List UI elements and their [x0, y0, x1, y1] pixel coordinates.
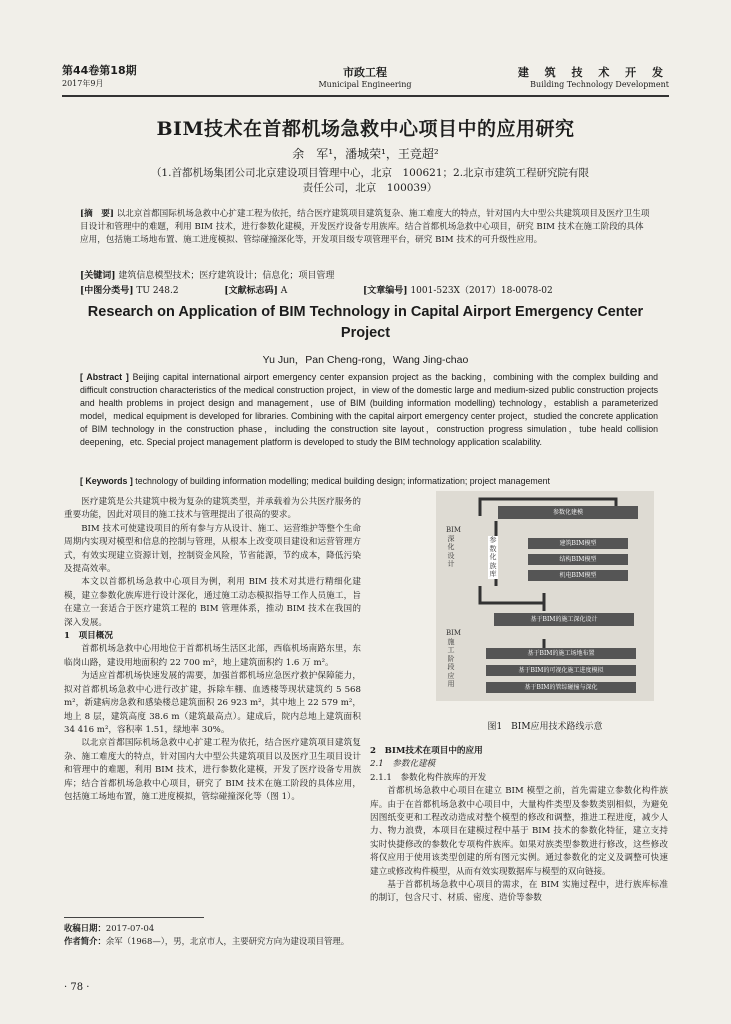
- paragraph: BIM 技术可使建设项目的所有参与方从设计、施工、运营维护等整个生命周期内实现对模型和信息的控制与管理，从根本上改变项目建设和运营管理方式，有效实现建立资源计划，控制资金风险，节省能源，节约成本，降低污染及提高效率。: [64, 523, 361, 575]
- keywords-cn-label: [关键词]: [80, 271, 116, 281]
- keywords-en: [80, 476, 658, 486]
- header-rule: [62, 95, 669, 97]
- box-struct-model: 结构BIM模型: [528, 554, 628, 565]
- footnote: [64, 922, 361, 948]
- doc-code-label: [文献标志码]: [224, 286, 278, 296]
- header-journal: [280, 64, 450, 89]
- paragraph: 为适应首都机场快速发展的需要，加强首都机场应急医疗救护保障能力，拟对首都机场急救中心进行改扩建，拆除车棚、血透楼等现状建筑约 5 568 m²，新建病房急救和感染楼总建筑面积 26 923 m²，其中地上 22 579 m²，地上 8 层，建筑高度 38.6 m（建筑最高点）。建成后，院内总地上建筑面积 34 416 m²，容积率 1.51，绿地率 30%。: [64, 671, 361, 735]
- subsubsection-heading: 2.1.1 参数化构件族库的开发: [370, 772, 487, 783]
- subsection-heading: 2.1 参数化建模: [370, 759, 436, 770]
- section-heading: 2 BIM技术在项目中的应用: [370, 746, 483, 756]
- paper-title: BIM技术在首都机场急救中心项目中的应用研究: [156, 118, 575, 140]
- abstract-en-label: [ Abstract ]: [80, 372, 129, 382]
- author-bio: [64, 935, 361, 948]
- param-lib-label: 参数化族库: [489, 536, 497, 578]
- paragraph: 首都机场急救中心项目在建立 BIM 模型之前，首先需建立参数化构件族库。由于在首都机场急救中心项目中，大量构件类型及参数类别相似，为避免因图纸变更和工程改动造成对整个模型的修改和调整，推进工程进度，减少人力、物力浪费，本项目在建模过程中基于 BIM 技术的参数化特征，建立支持实时快捷修改的参数化专项构件族库。如果对族类型参数进行修改，这些修改将仅应用于使用该类型创建的所有图元实例。通过参数化的定义及调整可快速建立或修改构件模型，从而有效实现数据库与模型的双向链接。: [370, 786, 668, 877]
- received-label: 收稿日期：: [64, 923, 106, 933]
- figure-caption: 图1 BIM应用技术路线示意: [487, 722, 603, 732]
- author-list: 余 军¹，潘城荣¹，王竞超²: [292, 147, 439, 161]
- issue-date: 2017年9月: [62, 79, 104, 88]
- abstract-en: [80, 371, 658, 450]
- paragraph: 医疗建筑是公共建筑中极为复杂的建筑类型，并承载着为公共医疗服务的重要功能，因此对项目的施工技术与管理提出了很高的要求。: [64, 497, 361, 521]
- classification-label: [中图分类号]: [80, 286, 134, 296]
- author-bio-label: 作者简介：: [64, 936, 106, 946]
- affiliation: （1.首都机场集团公司北京建设项目管理中心，北京 100621；2.北京市建筑工程研究院有限责任公司，北京 100039）: [150, 167, 590, 194]
- paragraph: 首都机场急救中心用地位于首都机场生活区北部，西临机场南路东里，东临岗山路，建设用地面积约 22 700 m²，地上建筑面积约 1.6 万 m²。: [64, 644, 361, 668]
- paragraph: 本文以首都机场急救中心项目为例，利用 BIM 技术对其进行精细化建模，建立参数化族库进行设计深化，通过施工动态模拟指导工作人员施工，旨在建立一套适合于医疗建筑工程的 BIM 管理体系，推动 BIM 技术在我国的深入发展。: [64, 577, 361, 628]
- design-stage-label: BIM深化设计: [446, 526, 462, 568]
- classification-value: TU 248.2: [136, 286, 179, 296]
- paragraph: 以北京首都国际机场急救中心扩建工程为依托，结合医疗建筑项目建筑复杂、施工难度大的特点，针对国内大中型公共建筑项目以及医疗卫生项目设计和管理中的难题，利用 BIM 技术，进行参数化建模，开发了医疗设备专用族库；结合首都机场急救中心项目，研究了 BIM 技术在施工阶段的具体应用，包括施工场地布置，施工进度模拟，管综碰撞深化等（图 1）。: [64, 738, 361, 802]
- header-issue: [62, 64, 137, 90]
- section-name-en: Building Technology Development: [530, 80, 669, 89]
- body-left-column: [64, 496, 361, 804]
- section-heading: 1 项目概况: [64, 631, 113, 642]
- classification-row: [80, 283, 553, 296]
- box-arch-model: 建筑BIM模型: [528, 538, 628, 549]
- construction-stage-label: BIM施工阶段应用: [446, 629, 462, 688]
- author-list-en: Yu Jun，Pan Cheng-rong，Wang Jing-chao: [262, 354, 469, 366]
- article-no-value: 1001-523X（2017）18-0078-02: [410, 286, 553, 296]
- keywords-en-label: [ Keywords ]: [80, 476, 133, 486]
- volume-issue: 第44卷第18期: [62, 64, 137, 77]
- author-bio-text: 余军（1968—），男，北京市人，主要研究方向为建设项目管理。: [105, 936, 350, 946]
- box-progress-sim: 基于BIM的可视化施工进度模拟: [486, 665, 636, 676]
- box-param-design: 基于BIM的施工深化设计: [494, 613, 634, 626]
- box-clash-detection: 基于BIM的管综碰撞与深化: [486, 682, 636, 693]
- article-no-label: [文章编号]: [363, 286, 408, 296]
- abstract-cn: [80, 208, 650, 248]
- doc-code-value: A: [280, 286, 288, 296]
- figure-bim-route: [436, 491, 654, 701]
- header-section: [518, 64, 669, 89]
- journal-name-en: Municipal Engineering: [318, 80, 412, 89]
- keywords-cn: [80, 268, 334, 281]
- box-mep-model: 机电BIM模型: [528, 570, 628, 581]
- footnote-rule: [64, 917, 204, 918]
- journal-name-cn: 市政工程: [343, 66, 387, 79]
- keywords-en-text: technology of building information modelling; medical building design; informatization; project management: [135, 476, 550, 486]
- received-value: 2017-07-04: [105, 923, 155, 933]
- box-site-layout: 基于BIM的施工场地布置: [486, 648, 636, 659]
- page-number: · 78 ·: [64, 982, 90, 993]
- keywords-cn-text: 建筑信息模型技术；医疗建筑设计；信息化；项目管理: [118, 271, 335, 281]
- abstract-cn-label: [摘 要]: [80, 209, 114, 219]
- box-param-model: 参数化建模: [498, 506, 638, 519]
- paper-title-en: Research on Application of BIM Technology in Capital Airport Emergency Center Project: [87, 304, 644, 341]
- abstract-en-text: Beijing capital international airport emergency center expansion project as the backing，combining with the complex building and difficult construction characteristics of the medical construction project，in view of the domestic large and medium-sized public construction projects and health problems in project design and management，use of BIM (building information modelling) technology，establish a parameterized model，medical equipment is developed for libraries. Combining with the capital airport emergency center project，studied the concrete application of BIM technology in the construction phase，including the construction site layout，construction progress simulation，tube heald collision deepening，etc. Special project management platform is developed to study the BIM technology application scalability.: [80, 372, 659, 448]
- section-name-cn: 建 筑 技 术 开 发: [517, 66, 669, 79]
- body-right-column: [370, 745, 668, 906]
- abstract-cn-text: 以北京首都国际机场急救中心扩建工程为依托，结合医疗建筑项目建筑复杂、施工难度大的特点，针对国内大中型公共建筑项目及医疗卫生项目设计和管理中的难题，利用 BIM 技术，进行参数化建模，开发医疗设备专用族库。结合首都机场急救中心项目，研究 BIM 技术在施工阶段的具体应用，包括施工场地布置、施工进度模拟、管综碰撞深化等，开发项目级专项管理平台，研究 BIM 技术的可升级性应用。: [80, 209, 650, 246]
- received-date: [64, 922, 361, 935]
- paragraph: 基于首都机场急救中心项目的需求，在 BIM 实施过程中，进行族库标准的制订，包含尺寸、材质、密度、造价等参数: [370, 880, 668, 904]
